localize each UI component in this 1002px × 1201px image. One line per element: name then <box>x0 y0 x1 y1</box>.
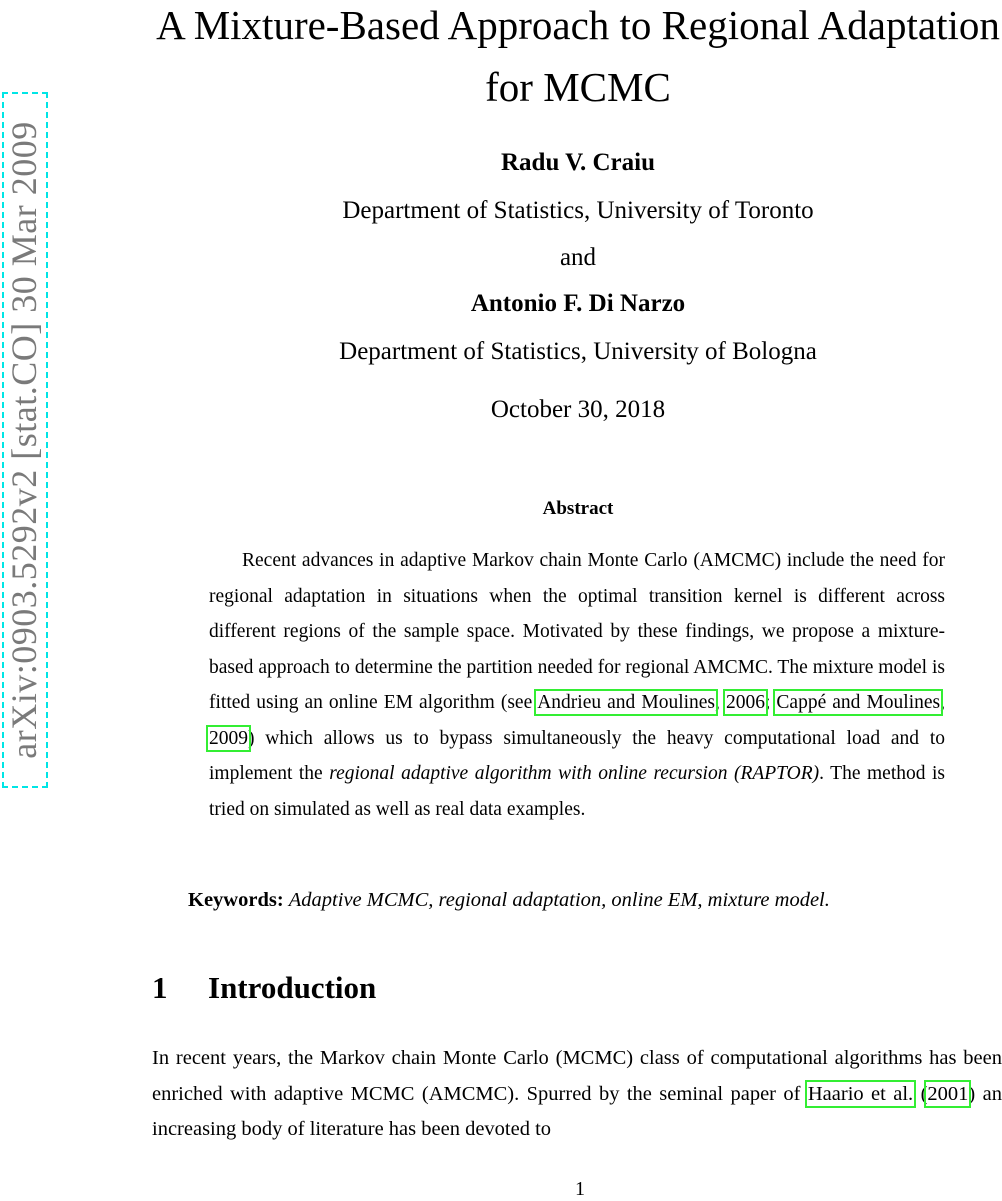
arxiv-identifier: arXiv:0903.5292v2 [stat.CO] 30 Mar 2009 <box>4 121 44 759</box>
author-2-affiliation: Department of Statistics, University of Bologna <box>339 338 817 365</box>
section-title: Introduction <box>208 970 377 1005</box>
abstract-sep-1: , <box>715 692 726 713</box>
section-number: 1 <box>152 970 168 1005</box>
abstract-sep-3: , <box>940 692 946 713</box>
citation-haario-et-al[interactable]: Haario et al. <box>807 1082 914 1105</box>
intro-sep-1: ( <box>913 1082 928 1105</box>
abstract-sep-2: ; <box>764 692 777 713</box>
keywords-label: Keywords: <box>188 889 284 911</box>
page-number: 1 <box>575 1178 585 1200</box>
title-line-1: A Mixture-Based Approach to Regional Adaptation <box>156 2 1000 48</box>
citation-year-2001[interactable]: 2001 <box>927 1082 969 1105</box>
intro-text-1: In recent years, the Markov chain Monte Carlo (MCMC) class of computational algorithms has been enriched with adaptive MCMC (AMCMC). Spurred by the seminal paper of <box>152 1047 1002 1105</box>
author-1-affiliation: Department of Statistics, University of Toronto <box>342 197 814 224</box>
keywords-line <box>188 889 988 912</box>
abstract-text-1: Recent advances in adaptive Markov chain Monte Carlo (AMCMC) include the need for regional adaptation in situations when the optimal transition kernel is different across different regions of the sample space. Motivated by these findings, we propose a mixture-based approach to determine the partition needed for regional AMCMC. The mixture model is fitted using an online EM algorithm (see <box>209 550 945 713</box>
citation-cappe-moulines[interactable]: Cappé and Moulines <box>776 692 941 713</box>
citation-year-2006[interactable]: 2006 <box>725 692 765 713</box>
author-1-name: Radu V. Craiu <box>501 149 655 176</box>
introduction-paragraph <box>152 1041 1002 1148</box>
citation-andrieu-moulines[interactable]: Andrieu and Moulines <box>537 692 716 713</box>
section-heading <box>152 970 376 1006</box>
title-line-2: for MCMC <box>485 64 671 110</box>
abstract-italic-phrase: regional adaptive algorithm with online recursion (RAPTOR) <box>329 763 820 784</box>
paper-title <box>140 0 1002 118</box>
abstract-text-2: ) which allows us to bypass simultaneously the heavy computational load and to implement the <box>209 727 945 784</box>
paper-date: October 30, 2018 <box>490 396 666 423</box>
author-conjunction: and <box>559 244 597 271</box>
author-2-name: Antonio F. Di Narzo <box>470 290 686 317</box>
citation-year-2009[interactable]: 2009 <box>209 727 248 749</box>
keywords-text: Adaptive MCMC, regional adaptation, online EM, mixture model. <box>288 889 830 911</box>
abstract-heading: Abstract <box>542 498 614 519</box>
abstract-body <box>209 543 945 827</box>
intro-text-2: ) an increasing body of literature has been devoted to <box>152 1082 1002 1140</box>
abstract-text-3: . The method is tried on simulated as well as real data examples. <box>209 763 945 820</box>
